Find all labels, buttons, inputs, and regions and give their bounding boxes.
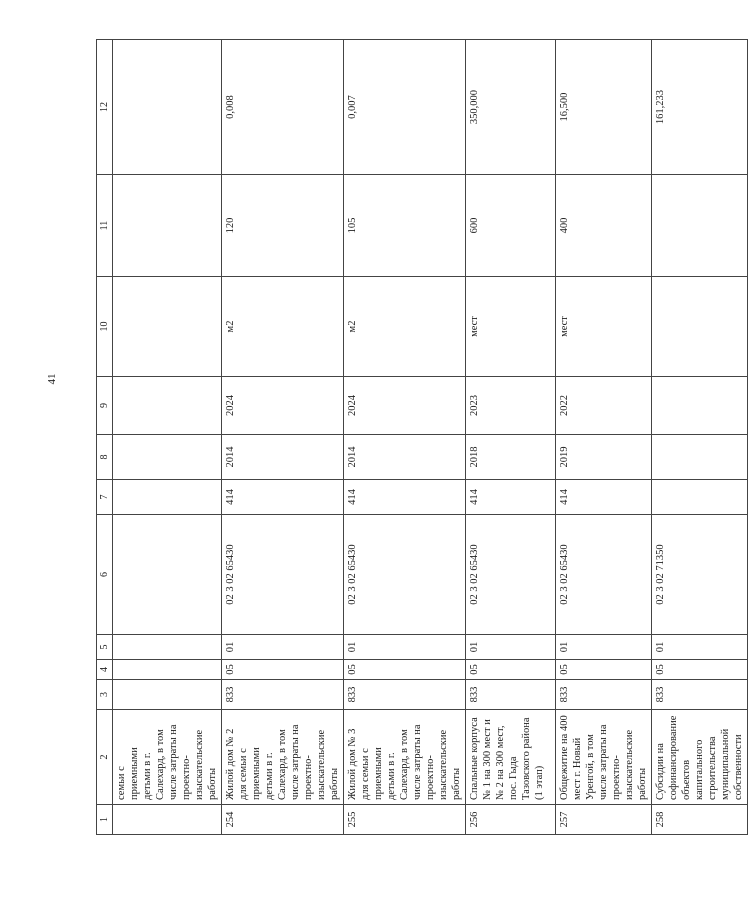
cell-col-4: 05: [556, 660, 652, 680]
cell-col-10: мест: [466, 277, 556, 377]
cell-col-7: 414: [466, 480, 556, 515]
cell-col-7: [652, 480, 748, 515]
object-name: Субсидии на софинансирование объектов капитального строительства муниципальной собственности: [652, 710, 748, 805]
table-row: [113, 40, 222, 835]
column-header: 5: [97, 635, 113, 660]
cell-col-6: 02 3 02 65430: [344, 515, 466, 635]
row-number: 254: [222, 805, 344, 835]
cell-col-11: 400: [556, 175, 652, 277]
cell-col-3: [113, 680, 222, 710]
row-number: [113, 805, 222, 835]
cell-col-11: [652, 175, 748, 277]
row-number: 258: [652, 805, 748, 835]
table-canvas: [96, 40, 744, 835]
cell-col-11: 105: [344, 175, 466, 277]
cell-col-5: 01: [556, 635, 652, 660]
cell-col-10: м2: [222, 277, 344, 377]
table-row: [222, 40, 344, 835]
cell-col-8: 2014: [222, 435, 344, 480]
cell-col-11: 120: [222, 175, 344, 277]
column-header: 8: [97, 435, 113, 480]
column-header: 1: [97, 805, 113, 835]
column-header: 6: [97, 515, 113, 635]
cell-col-5: [113, 635, 222, 660]
object-name: Жилой дом № 2 для семьи с приемными детьми в г. Салехард, в том числе затраты на проектно-изыскательские работы: [222, 710, 344, 805]
object-name: Спальные корпуса № 1 на 300 мест и № 2 на 300 мест, пос. Гыда Тазовского района (1 этап): [466, 710, 556, 805]
rotated-table-frame: [96, 40, 744, 835]
cell-col-5: 01: [344, 635, 466, 660]
cell-col-11: 600: [466, 175, 556, 277]
cell-col-3: 833: [222, 680, 344, 710]
cell-col-4: 05: [222, 660, 344, 680]
table-row: [556, 40, 652, 835]
cell-col-10: [113, 277, 222, 377]
cell-col-11: [113, 175, 222, 277]
cell-col-4: 05: [466, 660, 556, 680]
row-number: 256: [466, 805, 556, 835]
cell-col-8: 2019: [556, 435, 652, 480]
row-number: 257: [556, 805, 652, 835]
cell-col-10: [652, 277, 748, 377]
table-row: [466, 40, 556, 835]
cell-col-7: 414: [556, 480, 652, 515]
cell-col-5: 01: [222, 635, 344, 660]
cell-col-3: 833: [556, 680, 652, 710]
cell-col-9: 2023: [466, 377, 556, 435]
cell-col-12: 350,000: [466, 40, 556, 175]
column-header: 7: [97, 480, 113, 515]
cell-col-10: мест: [556, 277, 652, 377]
row-number: 255: [344, 805, 466, 835]
cell-col-4: 05: [344, 660, 466, 680]
cell-col-8: [113, 435, 222, 480]
header-row: [97, 40, 113, 835]
column-header: 3: [97, 680, 113, 710]
cell-col-6: 02 3 02 71350: [652, 515, 748, 635]
cell-col-3: 833: [466, 680, 556, 710]
column-header: 9: [97, 377, 113, 435]
cell-col-9: 2024: [344, 377, 466, 435]
cell-col-12: [113, 40, 222, 175]
object-name: Жилой дом № 3 для семьи с приемными детьми в г. Салехард, в том числе затраты на проектно-изыскательские работы: [344, 710, 466, 805]
cell-col-6: 02 3 02 65430: [222, 515, 344, 635]
cell-col-6: 02 3 02 65430: [556, 515, 652, 635]
cell-col-9: [113, 377, 222, 435]
cell-col-3: 833: [344, 680, 466, 710]
cell-col-12: 16,500: [556, 40, 652, 175]
column-header: 11: [97, 175, 113, 277]
table-row: [344, 40, 466, 835]
column-header: 4: [97, 660, 113, 680]
object-name: Общежитие на 400 мест г. Новый Уренгой, в том числе затраты на проектно-изыскательские работы: [556, 710, 652, 805]
cell-col-9: 2022: [556, 377, 652, 435]
cell-col-4: 05: [652, 660, 748, 680]
cell-col-12: 0,008: [222, 40, 344, 175]
cell-col-7: 414: [344, 480, 466, 515]
cell-col-8: [652, 435, 748, 480]
cell-col-5: 01: [466, 635, 556, 660]
cell-col-6: [113, 515, 222, 635]
cell-col-4: [113, 660, 222, 680]
cell-col-7: [113, 480, 222, 515]
cell-col-9: 2024: [222, 377, 344, 435]
column-header: 2: [97, 710, 113, 805]
column-header: 10: [97, 277, 113, 377]
cell-col-7: 414: [222, 480, 344, 515]
object-name: семьи с приемными детьми в г. Салехард, в том числе затраты на проектно-изыскательские работы: [113, 710, 222, 805]
cell-col-5: 01: [652, 635, 748, 660]
cell-col-12: 0,007: [344, 40, 466, 175]
page-number: 41: [46, 373, 58, 385]
cell-col-3: 833: [652, 680, 748, 710]
table-row: [652, 40, 748, 835]
cell-col-10: м2: [344, 277, 466, 377]
column-header: 12: [97, 40, 113, 175]
cell-col-8: 2014: [344, 435, 466, 480]
cell-col-8: 2018: [466, 435, 556, 480]
cell-col-6: 02 3 02 65430: [466, 515, 556, 635]
cell-col-12: 161,233: [652, 40, 748, 175]
cell-col-9: [652, 377, 748, 435]
budget-table: [96, 39, 748, 835]
